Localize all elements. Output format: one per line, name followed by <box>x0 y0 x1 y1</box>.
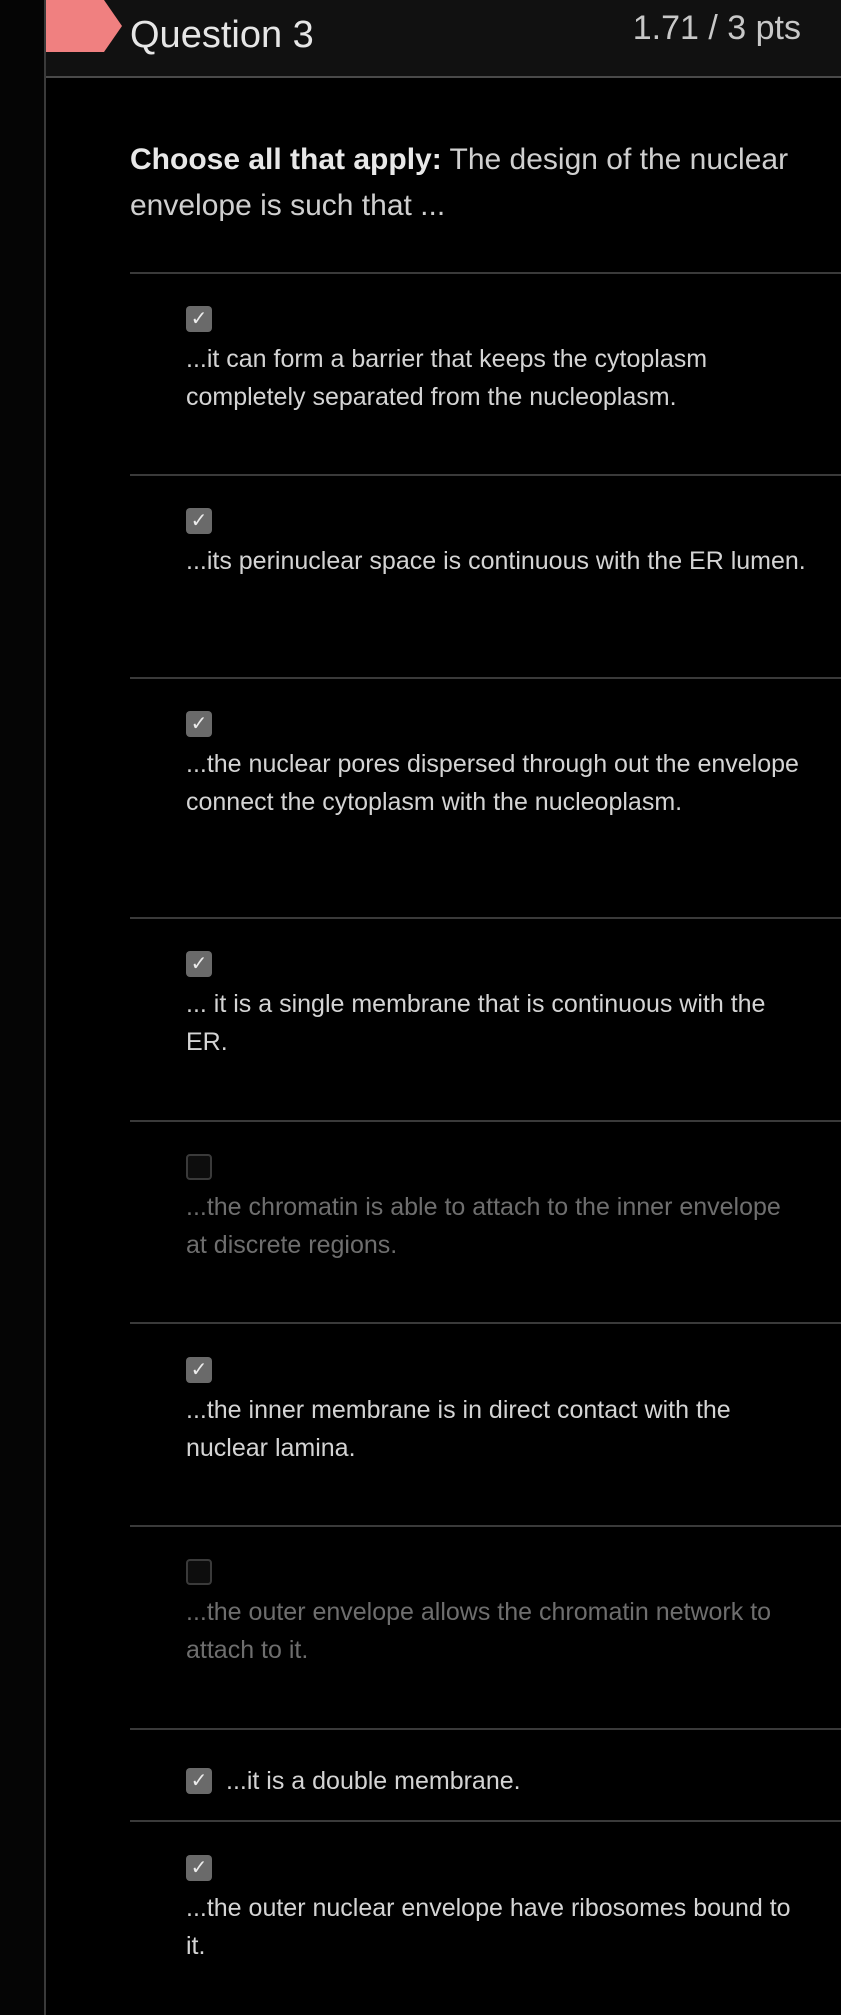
checkbox-checked[interactable] <box>186 306 212 332</box>
question-header <box>46 0 841 78</box>
checkmark-icon: ✓ <box>190 713 208 735</box>
answer-text: ...the outer envelope allows the chromatin network to attach to it. <box>186 1598 772 1664</box>
answer-text: ...it is a double membrane. <box>226 1767 521 1795</box>
divider <box>130 1728 841 1730</box>
answer-text: ...the inner membrane is in direct contact with the nuclear lamina. <box>186 1396 731 1462</box>
divider <box>130 677 841 679</box>
checkmark-icon: ✓ <box>190 953 208 975</box>
checkbox-checked[interactable] <box>186 1357 212 1383</box>
divider <box>130 1525 841 1527</box>
checkbox-checked[interactable] <box>186 951 212 977</box>
question-prompt <box>130 137 820 229</box>
answer-text: ...the outer nuclear envelope have ribosomes bound to it. <box>186 1894 791 1960</box>
question-title: Question 3 <box>130 14 314 56</box>
checkmark-icon: ✓ <box>190 1857 208 1879</box>
divider <box>130 1120 841 1122</box>
answer-text: ...the chromatin is able to attach to the inner envelope at discrete regions. <box>186 1193 781 1259</box>
divider <box>130 1820 841 1822</box>
checkbox-checked[interactable] <box>186 508 212 534</box>
checkmark-icon: ✓ <box>190 510 208 532</box>
prompt-lead: Choose all that apply: <box>130 143 442 176</box>
checkmark-icon: ✓ <box>190 1770 208 1792</box>
question-score: 1.71 / 3 pts <box>632 9 801 47</box>
checkmark-icon: ✓ <box>190 1359 208 1381</box>
answer-option[interactable] <box>186 1357 806 1467</box>
answer-text: ... it is a single membrane that is continuous with the ER. <box>186 990 766 1056</box>
checkbox-checked[interactable] <box>186 1855 212 1881</box>
divider <box>130 1322 841 1324</box>
answer-option[interactable] <box>186 711 806 821</box>
prompt-text: The design of the nuclear envelope is such that ... <box>130 143 789 222</box>
checkmark-icon: ✓ <box>190 308 208 330</box>
divider <box>130 917 841 919</box>
left-gutter <box>0 0 44 2015</box>
answer-text: ...the nuclear pores dispersed through out the envelope connect the cytoplasm with the nucleoplasm. <box>186 750 799 816</box>
answer-option[interactable] <box>186 1154 806 1264</box>
answer-option[interactable] <box>186 1762 806 1800</box>
checkbox-unchecked[interactable] <box>186 1154 212 1180</box>
answer-text: ...it can form a barrier that keeps the cytoplasm completely separated from the nucleoplasm. <box>186 345 708 411</box>
checkbox-checked[interactable] <box>186 711 212 737</box>
divider <box>130 272 841 274</box>
answer-option[interactable] <box>186 1559 806 1669</box>
checkbox-unchecked[interactable] <box>186 1559 212 1585</box>
checkbox-checked[interactable] <box>186 1768 212 1794</box>
answer-option[interactable] <box>186 1855 806 1965</box>
divider <box>130 474 841 476</box>
answer-option[interactable] <box>186 508 806 580</box>
question-flag-icon <box>46 0 122 52</box>
question-card <box>44 0 841 2015</box>
answer-text: ...its perinuclear space is continuous with the ER lumen. <box>186 547 806 575</box>
answer-option[interactable] <box>186 306 806 416</box>
answer-option[interactable] <box>186 951 806 1061</box>
